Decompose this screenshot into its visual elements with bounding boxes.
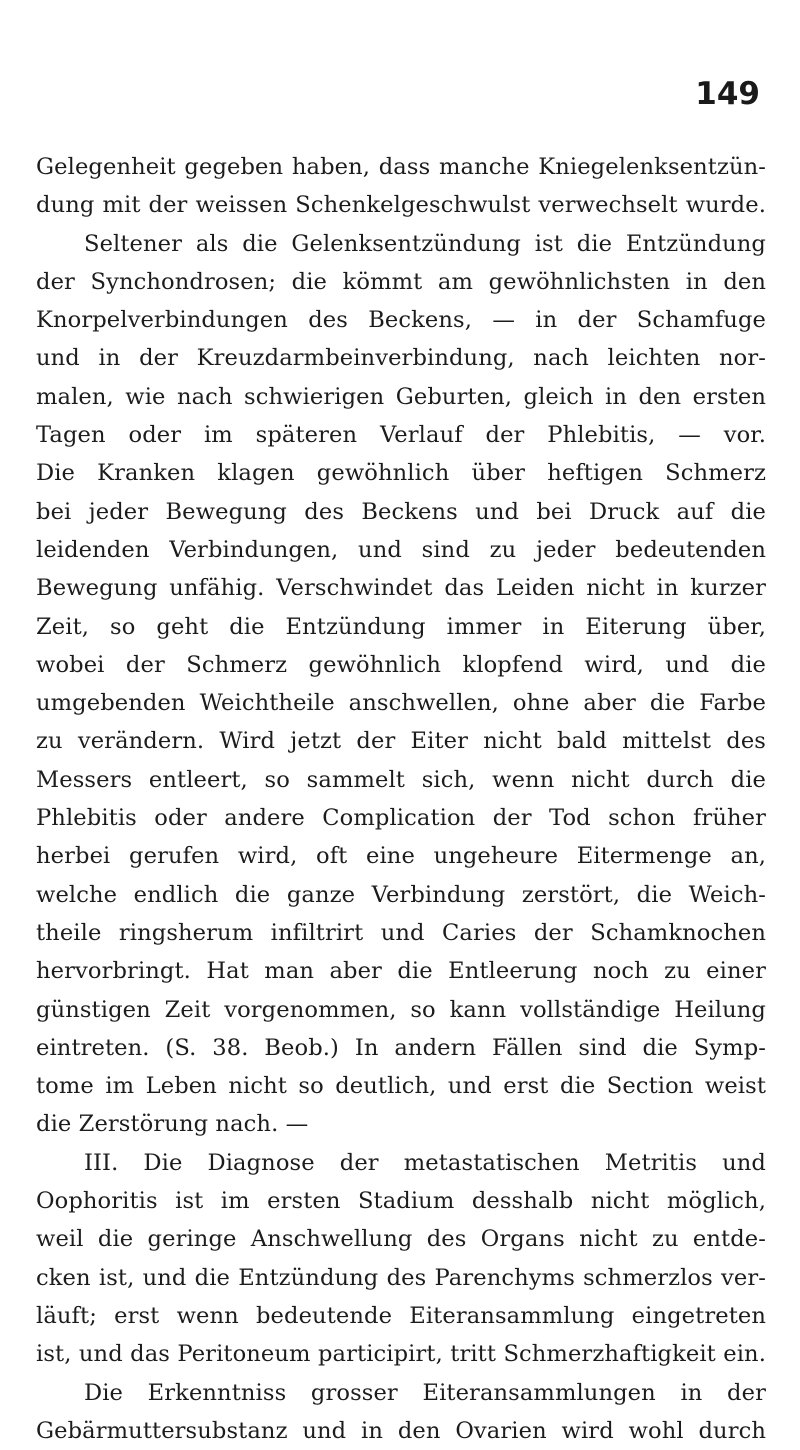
text-line: Phlebitis oder andere Complication der Tod schon früher [36, 805, 766, 832]
text-line: Zeit, so geht die Entzündung immer in Eiterung über, [36, 613, 766, 640]
text-line: zu verändern. Wird jetzt der Eiter nicht bald mittelst des [36, 728, 766, 755]
text-line: tome im Leben nicht so deutlich, und erst die Section weist [36, 1073, 766, 1100]
text-line: die Zerstörung nach. — [36, 1111, 309, 1138]
text-line: weil die geringe Anschwellung des Organs nicht zu entde- [36, 1226, 766, 1253]
text-line: theile ringsherum infiltrirt und Caries der Schamknochen [36, 919, 766, 946]
text-line: Knorpelverbindungen des Beckens, — in der Schamfuge [36, 307, 766, 334]
text-line: III. Die Diagnose der metastatischen Metritis und [84, 1149, 766, 1176]
text-line: und in der Kreuzdarmbeinverbindung, nach leichten nor- [36, 345, 766, 372]
text-line: Seltener als die Gelenksentzündung ist die Entzündung [84, 230, 766, 257]
text-line: Tagen oder im späteren Verlauf der Phlebitis, — vor. [36, 422, 766, 449]
page-number: 149 [695, 76, 760, 112]
text-line: Die Kranken klagen gewöhnlich über heftigen Schmerz [36, 460, 766, 487]
text-line: welche endlich die ganze Verbindung zerstört, die Weich- [36, 881, 766, 908]
text-line: Die Erkenntniss grosser Eiteransammlungen in der [84, 1379, 766, 1406]
text-line: malen, wie nach schwierigen Geburten, gleich in den ersten [36, 383, 766, 410]
text-line: bei jeder Bewegung des Beckens und bei Druck auf die [36, 498, 766, 525]
text-line: umgebenden Weichtheile anschwellen, ohne aber die Farbe [36, 690, 766, 717]
text-line: hervorbringt. Hat man aber die Entleerung noch zu einer [36, 958, 766, 985]
text-line: eintreten. (S. 38. Beob.) In andern Fällen sind die Symp- [36, 1034, 766, 1061]
text-line: herbei gerufen wird, oft eine ungeheure Eitermenge an, [36, 843, 766, 870]
text-line: läuft; erst wenn bedeutende Eiteransammlung eingetreten [36, 1302, 766, 1329]
body-text [36, 148, 766, 1450]
text-line: wobei der Schmerz gewöhnlich klopfend wird, und die [36, 651, 766, 678]
text-line: der Synchondrosen; die kömmt am gewöhnlichsten in den [36, 268, 766, 295]
text-line: Gelegenheit gegeben haben, dass manche Kniegelenksentzün- [36, 154, 766, 180]
text-line: cken ist, und die Entzündung des Parenchyms schmerzlos ver- [36, 1264, 766, 1291]
text-line: günstigen Zeit vorgenommen, so kann vollständige Heilung [36, 996, 766, 1023]
text-line: Messers entleert, so sammelt sich, wenn nicht durch die [36, 766, 766, 793]
text-line: ist, und das Peritoneum participirt, tritt Schmerzhaftigkeit ein. [36, 1341, 766, 1368]
text-line: Bewegung unfähig. Verschwindet das Leiden nicht in kurzer [36, 575, 766, 602]
text-line: Gebärmuttersubstanz und in den Ovarien wird wohl durch [36, 1417, 766, 1444]
text-line: leidenden Verbindungen, und sind zu jeder bedeutenden [36, 536, 766, 563]
text-line: Oophoritis ist im ersten Stadium desshalb nicht möglich, [36, 1188, 766, 1215]
text-line: dung mit der weissen Schenkelgeschwulst verwechselt wurde. [36, 192, 766, 219]
